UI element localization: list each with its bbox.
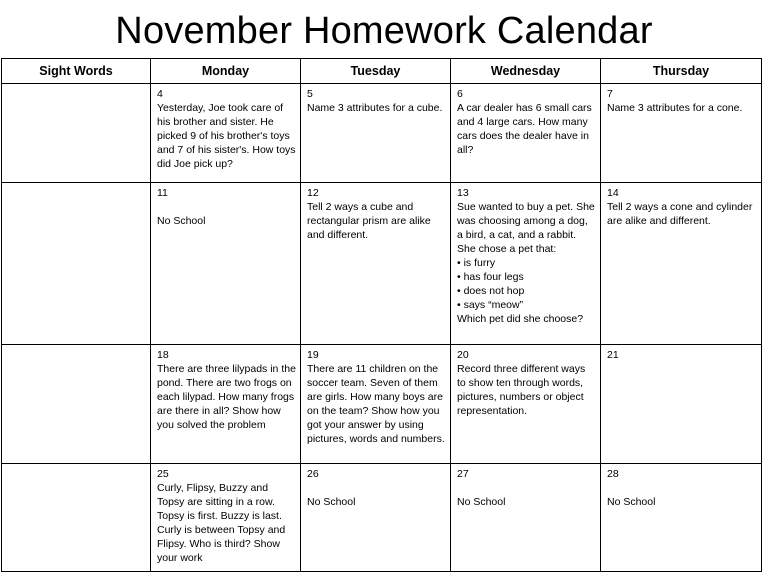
week-row: [2, 464, 762, 572]
header-sight-words: Sight Words: [2, 59, 151, 84]
day-cell: [451, 84, 601, 183]
homework-question: Which pet did she choose?: [457, 313, 584, 325]
homework-text: Name 3 attributes for a cube.: [307, 102, 443, 114]
day-number: 20: [457, 349, 469, 361]
week-row: [2, 183, 762, 345]
day-number: 7: [607, 88, 613, 100]
day-cell: [151, 84, 301, 183]
day-cell: [301, 183, 451, 345]
day-cell: [151, 345, 301, 464]
day-number: 5: [307, 88, 313, 100]
day-number: 4: [157, 88, 163, 100]
homework-text: Tell 2 ways a cone and cylinder are alike and different.: [607, 201, 753, 227]
homework-text: Name 3 attributes for a cone.: [607, 102, 743, 114]
list-item: • does not hop: [457, 284, 596, 298]
day-number: 28: [607, 468, 619, 480]
day-cell: [601, 345, 762, 464]
day-cell: [601, 183, 762, 345]
header-row: [2, 59, 762, 84]
day-number: 26: [307, 468, 319, 480]
week-row: [2, 84, 762, 183]
day-cell: [151, 464, 301, 572]
day-cell: [601, 464, 762, 572]
day-number: 6: [457, 88, 463, 100]
day-number: 14: [607, 187, 619, 199]
homework-text: No School: [307, 496, 356, 508]
day-number: 12: [307, 187, 319, 199]
homework-calendar-table: [1, 58, 762, 572]
header-monday: Monday: [151, 59, 301, 84]
page-title: November Homework Calendar: [115, 10, 653, 52]
day-cell: [451, 464, 601, 572]
header-tuesday: Tuesday: [301, 59, 451, 84]
day-cell: [301, 84, 451, 183]
header-wednesday: Wednesday: [451, 59, 601, 84]
day-cell: [301, 464, 451, 572]
list-item: • has four legs: [457, 270, 596, 284]
homework-text: Curly, Flipsy, Buzzy and Topsy are sitting in a row. Topsy is first. Buzzy is last. Curly is between Topsy and Flipsy. Who is third? Show your work: [157, 482, 286, 564]
day-number: 21: [607, 349, 619, 361]
homework-text: There are three lilypads in the pond. There are two frogs on each lilypad. How many frogs are there in all? Show how you solved the problem: [157, 363, 296, 431]
day-cell: [601, 84, 762, 183]
sight-words-cell: [2, 464, 151, 572]
day-cell: [451, 345, 601, 464]
week-row: [2, 345, 762, 464]
homework-text: No School: [157, 215, 206, 227]
sight-words-cell: [2, 345, 151, 464]
list-item: • is furry: [457, 256, 596, 270]
homework-text: Tell 2 ways a cube and rectangular prism are alike and different.: [307, 201, 431, 241]
homework-text: A car dealer has 6 small cars and 4 large cars. How many cars does the dealer have in all?: [457, 102, 592, 156]
sight-words-cell: [2, 183, 151, 345]
day-cell: [151, 183, 301, 345]
homework-text: There are 11 children on the soccer team. Seven of them are girls. How many boys are on the team? Show how you got your answer by using pictures, words and numbers.: [307, 363, 445, 445]
day-number: 11: [157, 187, 168, 199]
list-item: • says “meow”: [457, 298, 596, 312]
homework-text: Yesterday, Joe took care of his brother and sister. He picked 9 of his brother's toys and 7 of his sister's. How toys did Joe pick up?: [157, 102, 296, 170]
day-number: 27: [457, 468, 469, 480]
header-thursday: Thursday: [601, 59, 762, 84]
homework-text: No School: [457, 496, 506, 508]
day-number: 19: [307, 349, 319, 361]
bullet-list: [457, 256, 596, 312]
homework-text: No School: [607, 496, 656, 508]
day-number: 18: [157, 349, 169, 361]
homework-text: Record three different ways to show ten through words, pictures, numbers or object representation.: [457, 363, 586, 417]
day-number: 13: [457, 187, 469, 199]
sight-words-cell: [2, 84, 151, 183]
day-cell: [451, 183, 601, 345]
day-cell: [301, 345, 451, 464]
homework-text: Sue wanted to buy a pet. She was choosing among a dog, a bird, a cat, and a rabbit. She chose a pet that:: [457, 201, 595, 255]
day-number: 25: [157, 468, 169, 480]
